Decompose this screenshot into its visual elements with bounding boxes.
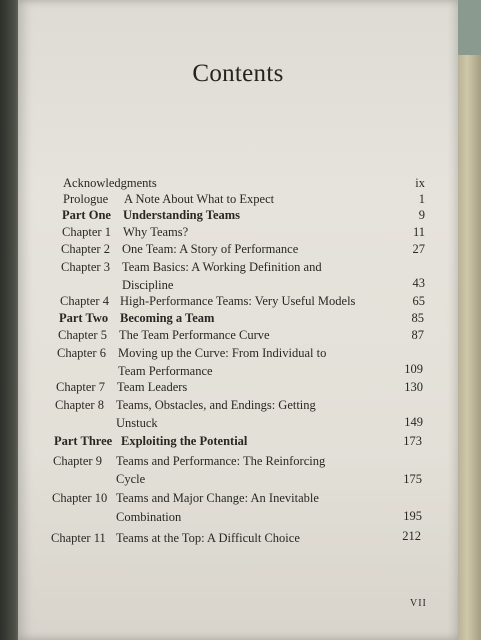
toc-label: Chapter 5 — [58, 328, 107, 342]
toc-title: Understanding Teams — [123, 208, 241, 222]
toc-page-number: 87 — [411, 328, 424, 342]
toc-page-number: 43 — [412, 276, 425, 290]
toc-label: Acknowledgments — [63, 176, 157, 190]
toc-title: Teams, Obstacles, and Endings: Getting — [116, 398, 316, 412]
toc-title: Exploiting the Potential — [121, 434, 248, 448]
page-folio: VII — [410, 598, 427, 609]
toc-title-continued: Combination — [116, 510, 182, 524]
toc-label: Chapter 4 — [60, 294, 109, 308]
toc-label: Chapter 1 — [62, 225, 111, 239]
toc-title: High-Performance Teams: Very Useful Models — [120, 294, 356, 308]
toc-label: Chapter 8 — [55, 398, 104, 412]
toc-title-continued: Team Performance — [118, 364, 213, 378]
toc-label: Part One — [62, 208, 111, 222]
toc-title: Teams at the Top: A Difficult Choice — [116, 531, 300, 545]
toc-page-number: ix — [415, 176, 425, 190]
toc-title: Becoming a Team — [120, 311, 215, 325]
toc-label: Chapter 3 — [61, 260, 110, 274]
toc-list — [18, 0, 458, 640]
toc-page-number: 65 — [412, 294, 425, 308]
page-edge-top — [458, 0, 481, 55]
toc-title: A Note About What to Expect — [124, 192, 275, 206]
toc-page-number: 212 — [402, 529, 421, 543]
toc-title: Why Teams? — [123, 225, 189, 239]
toc-title: Team Basics: A Working Definition and — [122, 260, 322, 274]
toc-page-number: 109 — [404, 362, 423, 376]
toc-page-number: 27 — [412, 242, 425, 256]
background-left — [0, 0, 20, 640]
toc-page-number: 130 — [404, 380, 423, 394]
toc-title-continued: Unstuck — [116, 416, 158, 430]
toc-label: Part Two — [59, 311, 109, 325]
toc-page-number: 1 — [418, 192, 425, 206]
toc-label: Chapter 9 — [53, 454, 102, 468]
toc-page-number: 11 — [412, 225, 425, 239]
book-page — [18, 0, 458, 640]
toc-title-continued: Cycle — [116, 472, 146, 486]
toc-page-number: 149 — [404, 415, 423, 429]
toc-page-number: 175 — [403, 472, 422, 486]
toc-page-number: 195 — [403, 509, 422, 523]
toc-title-continued: Discipline — [122, 278, 174, 292]
toc-label: Chapter 2 — [61, 242, 110, 256]
toc-title: Team Leaders — [117, 380, 188, 394]
toc-title: The Team Performance Curve — [119, 328, 270, 342]
toc-label: Chapter 11 — [51, 531, 106, 545]
toc-title: Teams and Performance: The Reinforcing — [116, 454, 326, 468]
toc-label: Chapter 6 — [57, 346, 106, 360]
toc-label: Part Three — [54, 434, 113, 448]
toc-page-number: 173 — [403, 434, 422, 448]
toc-title: Moving up the Curve: From Individual to — [118, 346, 327, 360]
toc-title: One Team: A Story of Performance — [122, 242, 299, 256]
toc-page-number: 9 — [418, 208, 425, 222]
page-title: Contents — [192, 60, 284, 87]
toc-title: Teams and Major Change: An Inevitable — [116, 491, 319, 505]
toc-label: Chapter 10 — [52, 491, 108, 505]
page-edge-right — [458, 0, 481, 640]
toc-label: Prologue — [63, 192, 109, 206]
toc-page-number: 85 — [411, 311, 424, 325]
toc-label: Chapter 7 — [56, 380, 105, 394]
